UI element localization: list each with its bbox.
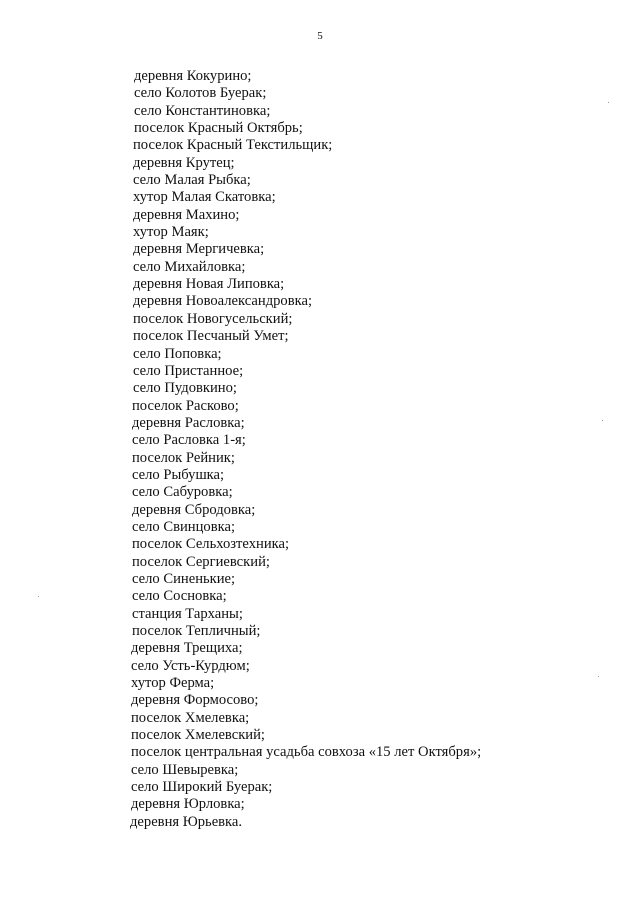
list-item: поселок Новогусельский; — [133, 310, 293, 327]
list-item: село Рыбушка; — [132, 466, 225, 483]
list-item: село Малая Рыбка; — [133, 172, 251, 189]
scan-speck — [38, 596, 39, 597]
list-item: деревня Кокурино; — [134, 68, 252, 84]
list-item: хутор Малая Скатовка; — [133, 189, 276, 206]
list-item: село Михайловка; — [133, 258, 246, 275]
list-item: село Колотов Буерак; — [134, 85, 267, 102]
list-item: деревня Трещиха; — [131, 640, 243, 657]
list-item: село Свинцовка; — [132, 518, 236, 535]
list-item: деревня Юрловка; — [131, 796, 245, 813]
list-item: деревня Мергичевка; — [133, 241, 265, 258]
list-item: поселок Песчаный Умет; — [133, 328, 289, 345]
list-item: деревня Крутец; — [133, 154, 235, 171]
list-item: поселок Сергиевский; — [132, 553, 270, 570]
list-item: село Синенькие; — [132, 570, 236, 587]
list-item: поселок Красный Текстильщик; — [133, 137, 333, 154]
list-item: поселок Хмелевский; — [131, 727, 265, 744]
list-item: деревня Юрьевка. — [130, 813, 243, 830]
list-item: село Шевыревка; — [131, 761, 239, 778]
list-item: поселок Расково; — [132, 397, 239, 414]
list-item: станция Тарханы; — [132, 605, 243, 622]
list-item: деревня Новоалександровка; — [133, 293, 313, 310]
list-item: поселок Хмелевка; — [131, 709, 250, 726]
list-item: село Сабуровка; — [132, 484, 233, 501]
scan-speck — [608, 102, 609, 103]
list-item: поселок Тепличный; — [132, 623, 261, 639]
page-number: 5 — [317, 30, 323, 42]
list-item: поселок Красный Октябрь; — [134, 120, 303, 137]
list-item: деревня Расловка; — [132, 414, 245, 431]
list-item: хутор Ферма; — [131, 675, 215, 692]
list-item: село Пристанное; — [133, 362, 244, 379]
list-item: деревня Махино; — [133, 206, 240, 223]
settlement-list — [130, 68, 482, 831]
list-item: село Усть-Курдюм; — [131, 657, 250, 674]
list-item: село Поповка; — [133, 345, 222, 362]
list-item: поселок Сельхозтехника; — [132, 536, 290, 553]
list-item: деревня Новая Липовка; — [133, 276, 285, 293]
list-item: хутор Маяк; — [133, 224, 209, 241]
list-item: село Расловка 1-я; — [132, 432, 246, 449]
scan-speck — [598, 676, 599, 677]
list-item: село Широкий Буерак; — [131, 779, 273, 796]
list-item: деревня Сбродовка; — [132, 501, 256, 518]
list-item: село Сосновка; — [132, 588, 227, 605]
scan-speck — [602, 420, 603, 421]
list-item: поселок Рейник; — [132, 449, 235, 466]
list-item: поселок центральная усадьба совхоза «15 лет Октября»; — [131, 744, 482, 761]
list-item: село Константиновка; — [134, 102, 271, 119]
list-item: деревня Формосово; — [131, 692, 259, 709]
list-item: село Пудовкино; — [133, 380, 237, 397]
